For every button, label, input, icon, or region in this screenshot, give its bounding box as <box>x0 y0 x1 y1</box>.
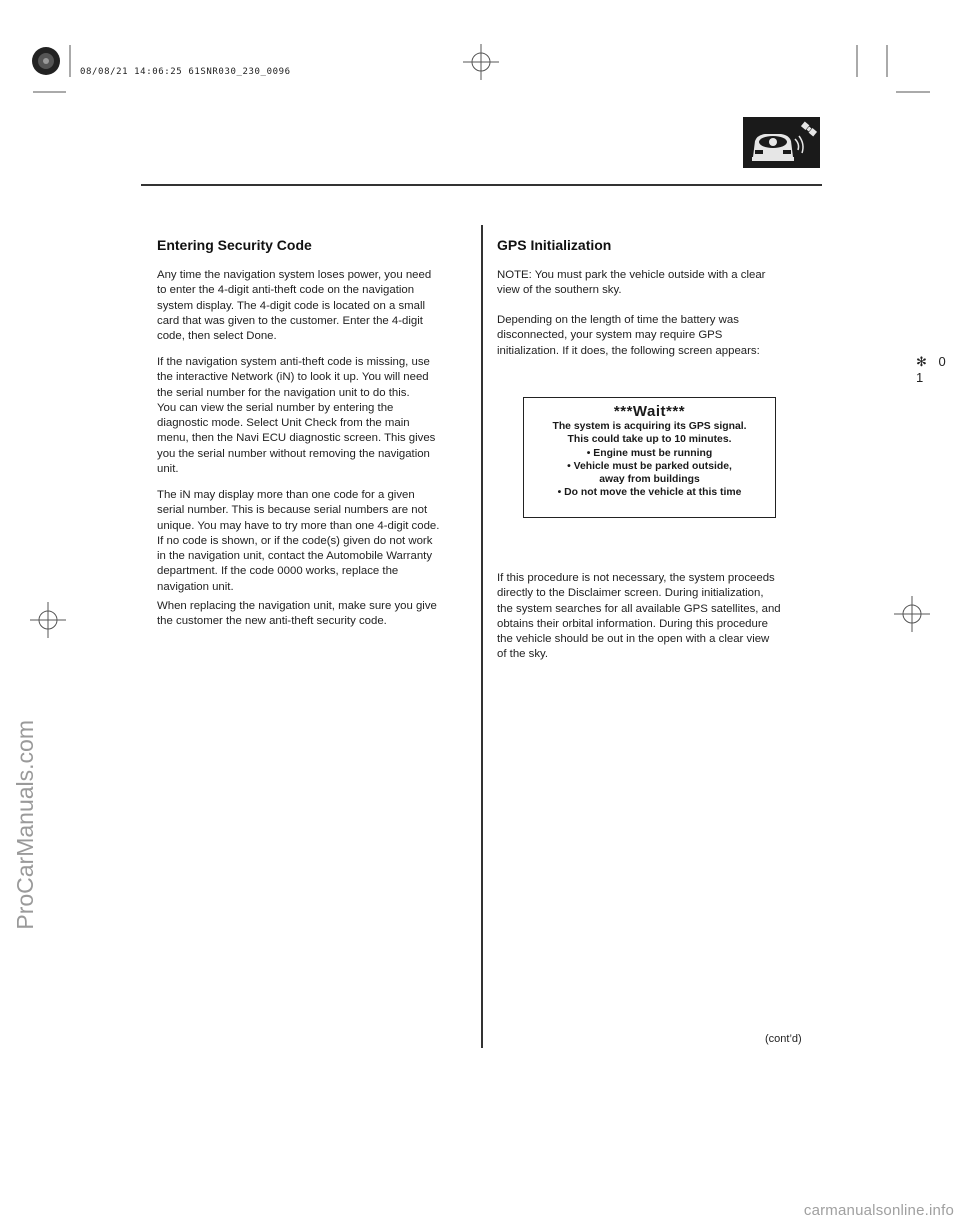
registration-target <box>32 47 60 75</box>
footer-watermark[interactable]: carmanualsonline.info <box>803 1202 954 1219</box>
paragraph-battery: Depending on the length of time the battery was disconnected, your system may require GPS initialization. If it does, the following screen appears: <box>497 314 760 357</box>
paragraph-code-missing: If the navigation system anti-theft code is missing, use the interactive Network (iN) to look it up. You will need the serial number for the navigation unit to do this. You can view the serial number by entering the diagnostic mode. Select Unit Check from the main menu, then the Navi ECU diagnostic screen. This gives you the serial number without removing the navigation unit. <box>157 356 436 476</box>
revision-marker: ✻ 0 1 <box>916 354 950 385</box>
nav-section-badge <box>743 117 820 168</box>
paragraph-procedure: If this procedure is not necessary, the system proceeds directly to the Disclaimer screen. During initialization, the system searches for all available GPS satellites, and obtains their orbital information. During this procedure the vehicle should be out in the open with a clear view of the sky. <box>497 572 781 661</box>
print-code: 08/08/21 14:06:25 61SNR030_230_0096 <box>80 67 291 77</box>
wait-line: • Do not move the vehicle at this time <box>557 487 742 499</box>
paragraph-note: NOTE: You must park the vehicle outside with a clear view of the southern sky. <box>497 269 766 297</box>
wait-line: • Engine must be running <box>586 447 713 459</box>
car-satellite-icon <box>743 117 820 168</box>
heading-security-code: Entering Security Code <box>157 237 312 253</box>
wait-line: This could take up to 10 minutes. <box>567 434 732 446</box>
wait-title: ***Wait*** <box>613 403 686 420</box>
wait-line: The system is acquiring its GPS signal. <box>552 421 747 432</box>
wait-message <box>524 420 775 500</box>
gps-wait-screen <box>523 397 776 518</box>
paragraph-multiple-codes: The iN may display more than one code for a given serial number. This is because serial numbers are not unique. You may have to try more than one 4-digit code. If no code is shown, or if the code(s) given do not work in the navigation unit, contact the Automobile Warranty department. If the code 0000 works, replace the navigation unit. <box>157 489 440 593</box>
header-rule <box>141 184 822 186</box>
wait-line: away from buildings <box>599 474 700 486</box>
continued-label: (cont’d) <box>765 1033 802 1045</box>
paragraph-power-loss: Any time the navigation system loses power, you need to enter the 4-digit anti-theft code on the navigation system display. The 4-digit code is located on a small card that was given to the customer. Enter the 4-digit code, then select Done. <box>157 269 432 343</box>
paragraph-replacing-unit: When replacing the navigation unit, make sure you give the customer the new anti-theft security code. <box>157 600 437 628</box>
wait-line: • Vehicle must be parked outside, <box>567 460 732 472</box>
heading-gps-initialization: GPS Initialization <box>497 237 612 253</box>
column-divider <box>481 225 483 1048</box>
side-watermark[interactable]: ProCarManuals.com <box>12 720 38 930</box>
